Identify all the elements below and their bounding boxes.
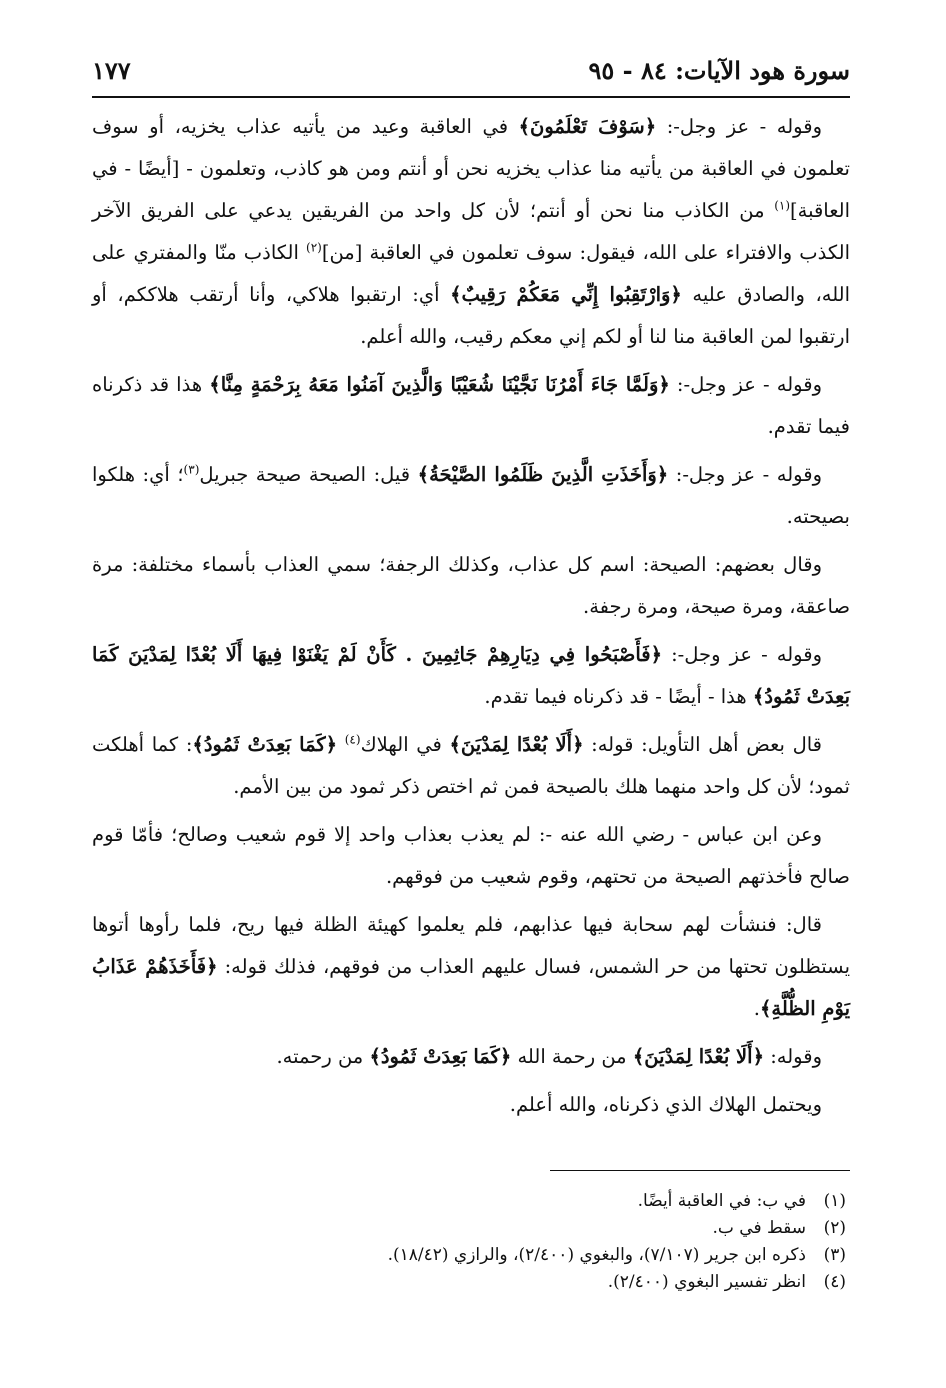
quran-verse: ﴿وَأَخَذَتِ الَّذِينَ ظَلَمُوا الصَّيْحَةُ﴾ bbox=[417, 463, 669, 486]
footnote-number: (٣) bbox=[823, 1245, 846, 1265]
text-run: وقال بعضهم: الصيحة: اسم كل عذاب، وكذلك الرجفة؛ سمي العذاب بأسماء مختلفة: مرة صاعقة، ومرة صيحة، ومرة رجفة. bbox=[92, 553, 850, 618]
paragraph bbox=[92, 724, 850, 808]
paragraph bbox=[92, 1036, 850, 1078]
text-run: وقوله - عز وجل-: bbox=[668, 463, 822, 486]
text-run bbox=[337, 733, 345, 756]
quran-verse: ﴿فَأَخَذَهُمْ عَذَابُ يَوْمِ الظُّلَّةِ﴾ bbox=[92, 955, 850, 1020]
quran-verse: ﴿أَلَا بُعْدًا لِمَدْيَنَ﴾ bbox=[449, 733, 584, 756]
running-title: سورة هود الآيات: ٨٤ - ٩٥ bbox=[588, 55, 850, 85]
paragraph bbox=[92, 904, 850, 1030]
text-run: من رحمته. bbox=[276, 1045, 370, 1068]
paragraph bbox=[92, 454, 850, 538]
paragraph bbox=[92, 634, 850, 718]
text-run: أي: ارتقبوا هلاكي، وأنا أرتقب هلاككم، أو ارتقبوا لمن العاقبة منا لنا أو لكم إني معكم رقيب، والله أعلم. bbox=[92, 283, 850, 348]
header-rule bbox=[92, 96, 850, 98]
text-run: وقوله - عز وجل-: bbox=[669, 373, 822, 396]
footnote bbox=[92, 1215, 846, 1242]
text-run: وقوله - عز وجل-: bbox=[656, 115, 822, 138]
footnote-text: سقط في ب. bbox=[712, 1218, 806, 1238]
footnote-text: انظر تفسير البغوي (٢/٤٠٠). bbox=[607, 1272, 806, 1292]
footnote bbox=[92, 1242, 846, 1269]
footnote bbox=[92, 1188, 846, 1215]
footnote-text: في ب: في العاقبة أيضًا. bbox=[637, 1191, 806, 1211]
text-run: من الكاذب منا نحن أو أنتم؛ لأن كل واحد من الفريقين يدعي على الفريق الآخر الكذب والافتراء على الله، فيقول: سوف تعلمون في العاقبة [من] bbox=[92, 199, 850, 264]
text-run: وقوله: bbox=[764, 1045, 822, 1068]
text-run: الكاذب منّا والمفتري على الله، والصادق عليه bbox=[92, 241, 851, 306]
text-run: وعن ابن عباس - رضي الله عنه -: لم يعذب بعذاب واحد إلا قوم شعيب وصالح؛ فأمّا قوم صالح فأخذتهم الصيحة من تحتهم، وقوم شعيب من فوقهم. bbox=[92, 823, 850, 888]
quran-verse: ﴿أَلَا بُعْدًا لِمَدْيَنَ﴾ bbox=[632, 1045, 765, 1068]
text-run: قيل: الصيحة صيحة جبريل bbox=[199, 463, 418, 486]
main-text bbox=[92, 106, 850, 1132]
quran-verse: ﴿كَمَا بَعِدَتْ ثَمُودُ﴾ bbox=[192, 733, 338, 756]
footnote-number: (٤) bbox=[823, 1272, 846, 1292]
paragraph bbox=[92, 106, 850, 358]
quran-verse: ﴿سَوْفَ تَعْلَمُونَ﴾ bbox=[518, 115, 657, 138]
paragraph bbox=[92, 544, 850, 628]
paragraph bbox=[92, 1084, 850, 1126]
quran-verse: ﴿وَلَمَّا جَاءَ أَمْرُنَا نَجَّيْنَا شُعَيْبًا وَالَّذِينَ آمَنُوا مَعَهُ بِرَحْمَةٍ مِنَّا﴾ bbox=[209, 373, 670, 396]
footnote-ref: (٢) bbox=[306, 240, 322, 255]
footnote-number: (٢) bbox=[823, 1218, 846, 1238]
quran-verse: ﴿كَمَا بَعِدَتْ ثَمُودُ﴾ bbox=[369, 1045, 512, 1068]
page-header bbox=[92, 44, 850, 96]
paragraph bbox=[92, 814, 850, 898]
text-run: في الهلاك bbox=[360, 733, 450, 756]
text-run: . bbox=[753, 997, 760, 1020]
page-number: ١٧٧ bbox=[92, 55, 131, 85]
footnote-ref: (٣) bbox=[183, 462, 200, 477]
text-run: في العاقبة وعيد من يأتيه عذاب يخزيه، أو سوف تعلمون في العاقبة من يأتيه منا عذاب يخزيه نحن أو أنتم ومن هو كاذب، وتعلمون - [أيضًا - في العاقبة] bbox=[92, 115, 850, 222]
footnote-ref: (٤) bbox=[344, 732, 361, 747]
quran-verse: ﴿فَأَصْبَحُوا فِي دِيَارِهِمْ جَاثِمِينَ . كَأَنْ لَمْ يَغْنَوْا فِيهَا أَلَا بُعْدًا لِمَدْيَنَ كَمَا بَعِدَتْ ثَمُودُ﴾ bbox=[92, 643, 850, 708]
quran-verse: ﴿وَارْتَقِبُوا إِنِّي مَعَكُمْ رَقِيبٌ﴾ bbox=[450, 283, 682, 306]
footnote bbox=[92, 1269, 846, 1296]
footnote-number: (١) bbox=[823, 1191, 846, 1211]
text-run: ويحتمل الهلاك الذي ذكرناه، والله أعلم. bbox=[509, 1093, 822, 1116]
footnotes bbox=[92, 1188, 846, 1296]
paragraph bbox=[92, 364, 850, 448]
text-run: قال: فنشأت لهم سحابة فيها عذابهم، فلم يعلموا كهيئة الظلة فيها ريح، فلما رأوها أتوها يستظلون تحتها من حر الشمس، فسال عليهم العذاب من فوقهم، فذلك قوله: bbox=[92, 913, 850, 978]
text-run: هذا قد ذكرناه فيما تقدم. bbox=[92, 373, 850, 438]
footnote-separator bbox=[550, 1170, 850, 1171]
text-run: : كما أهلكت ثمود؛ لأن كل واحد منهما هلك بالصيحة فمن ثم اختص ذكر ثمود من بين الأمم. bbox=[92, 733, 850, 798]
text-run: هذا - أيضًا - قد ذكرناه فيما تقدم. bbox=[484, 685, 753, 708]
text-run: من رحمة الله bbox=[511, 1045, 633, 1068]
footnote-ref: (١) bbox=[774, 198, 791, 213]
text-run: وقوله - عز وجل-: bbox=[662, 643, 822, 666]
footnote-text: ذكره ابن جرير (٧/١٠٧)، والبغوي (٢/٤٠٠)، والرازي (١٨/٤٢). bbox=[387, 1245, 806, 1265]
text-run: ؛ أي: هلكوا بصيحته. bbox=[92, 463, 850, 528]
text-run: قال بعض أهل التأويل: قوله: bbox=[583, 733, 822, 756]
